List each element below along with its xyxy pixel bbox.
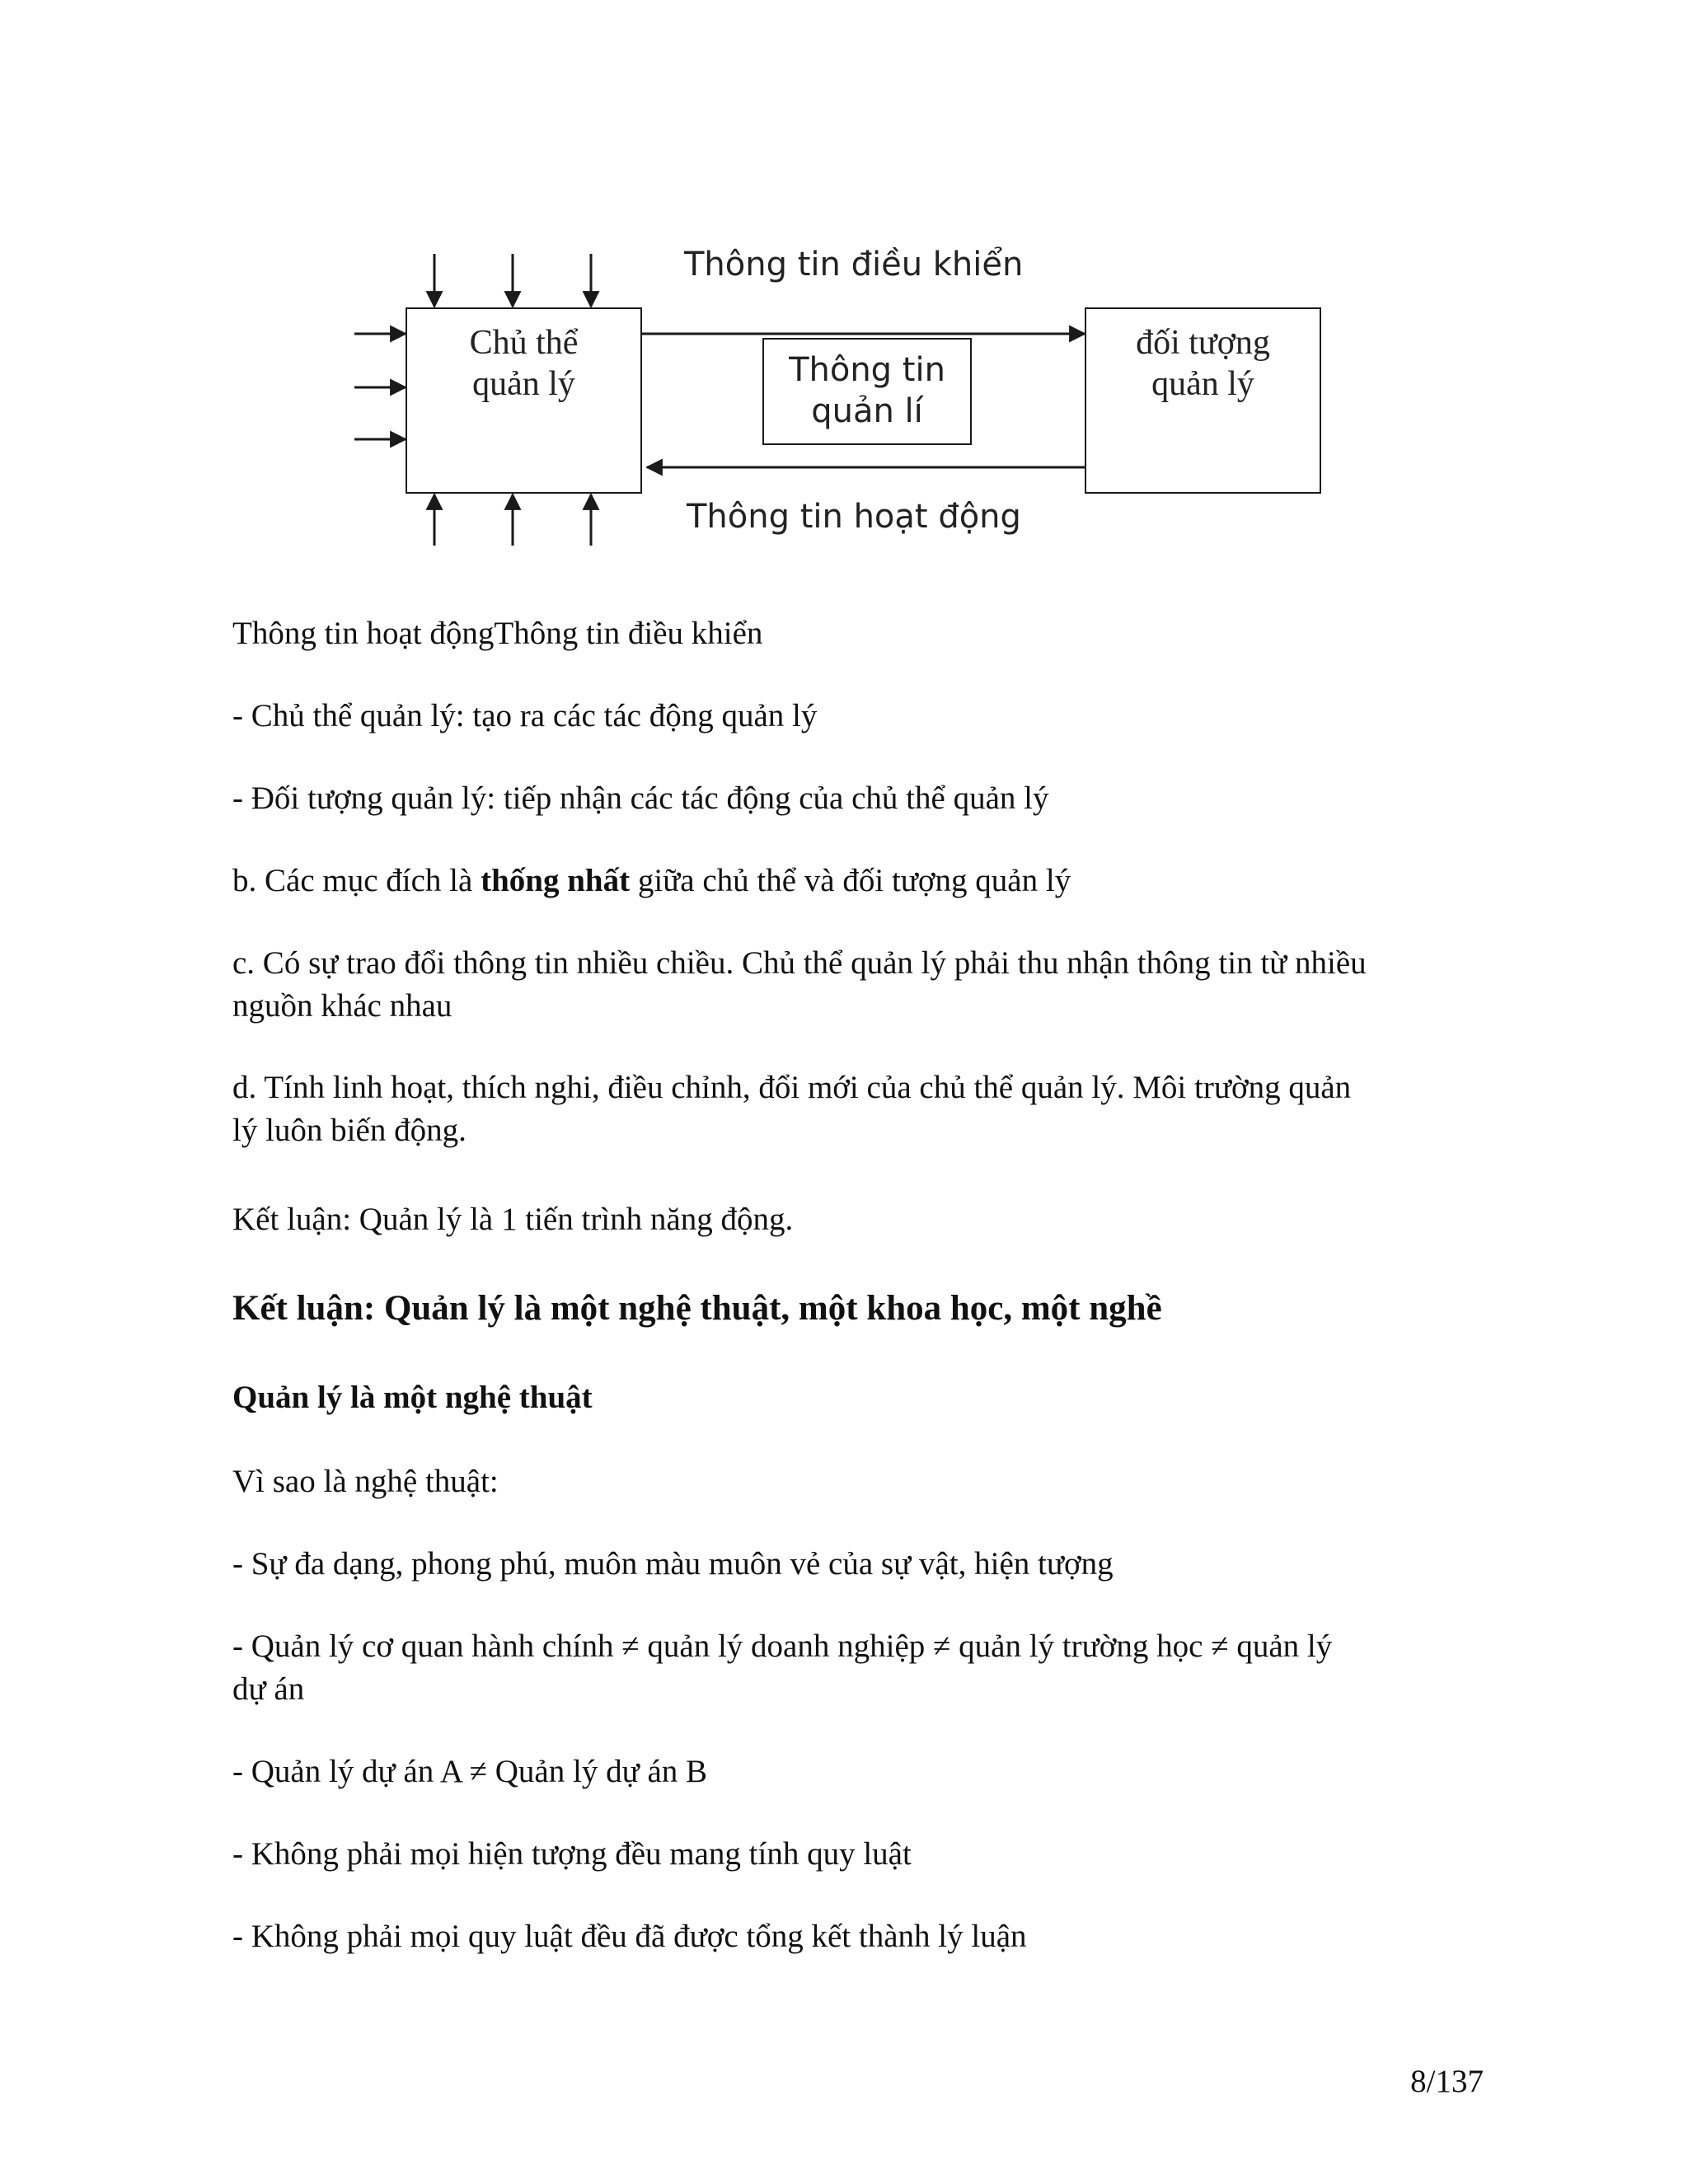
paragraph-why-art: Vì sao là nghệ thuật: (232, 1464, 499, 1499)
management-types-line1: - Quản lý cơ quan hành chính ≠ quản lý doanh nghiệp ≠ quản lý trường học ≠ quản lý (232, 1629, 1333, 1664)
control-info-label: Thông tin điều khiển (684, 246, 1024, 284)
diagram-arrows (0, 0, 1688, 577)
subject-box-line1: Chủ thể (469, 324, 579, 362)
paragraph-not-all-phenomena: - Không phải mọi hiện tượng đều mang tính quy luật (232, 1836, 912, 1872)
object-box-line2: quản lý (1151, 365, 1254, 403)
subject-box-line2: quản lý (472, 365, 575, 403)
paragraph-conclusion-dynamic: Kết luận: Quản lý là 1 tiến trình năng động. (232, 1202, 794, 1237)
paragraph-management-types (232, 1625, 1485, 1711)
paragraph-flow-labels: Thông tin hoạt độngThông tin điều khiển (232, 616, 763, 651)
point-d-line2: lý luôn biến động. (232, 1113, 467, 1148)
management-info-line1: Thông tin (789, 351, 945, 389)
heading-management-art: Quản lý là một nghệ thuật (232, 1380, 593, 1415)
paragraph-subject-definition: - Chủ thể quản lý: tạo ra các tác động quản lý (232, 698, 818, 733)
page-number: 8/137 (1410, 2064, 1484, 2099)
paragraph-diversity: - Sự đa dạng, phong phú, muôn màu muôn vẻ của sự vật, hiện tượng (232, 1546, 1114, 1582)
point-b-text-before: b. Các mục đích là (232, 863, 481, 898)
object-box-line1: đối tượng (1136, 324, 1270, 362)
subject-box (406, 307, 642, 494)
paragraph-object-definition: - Đối tượng quản lý: tiếp nhận các tác động của chủ thể quản lý (232, 780, 1049, 816)
heading-conclusion: Kết luận: Quản lý là một nghệ thuật, một khoa học, một nghề (232, 1289, 1162, 1328)
paragraph-project-comparison: - Quản lý dự án A ≠ Quản lý dự án B (232, 1754, 708, 1789)
management-types-line2: dự án (232, 1671, 305, 1707)
point-b-bold-text: thống nhất (481, 863, 631, 898)
management-diagram (0, 0, 1688, 577)
management-info-line2: quản lí (811, 392, 923, 430)
paragraph-point-b (232, 860, 1485, 902)
activity-info-label: Thông tin hoạt động (687, 498, 1021, 536)
point-d-line1: d. Tính linh hoạt, thích nghi, điều chỉnh, đổi mới của chủ thể quản lý. Môi trường quản (232, 1070, 1352, 1105)
management-info-box (762, 338, 972, 445)
point-b-text-after: giữa chủ thể và đối tượng quản lý (630, 863, 1071, 898)
point-c-line1: c. Có sự trao đổi thông tin nhiều chiều. Chủ thể quản lý phải thu nhận thông tin từ nhiều (232, 945, 1367, 981)
object-box (1085, 307, 1321, 494)
point-c-line2: nguồn khác nhau (232, 988, 452, 1024)
paragraph-not-all-laws: - Không phải mọi quy luật đều đã được tổng kết thành lý luận (232, 1919, 1027, 1954)
paragraph-point-c (232, 942, 1485, 1028)
paragraph-point-d (232, 1066, 1485, 1152)
